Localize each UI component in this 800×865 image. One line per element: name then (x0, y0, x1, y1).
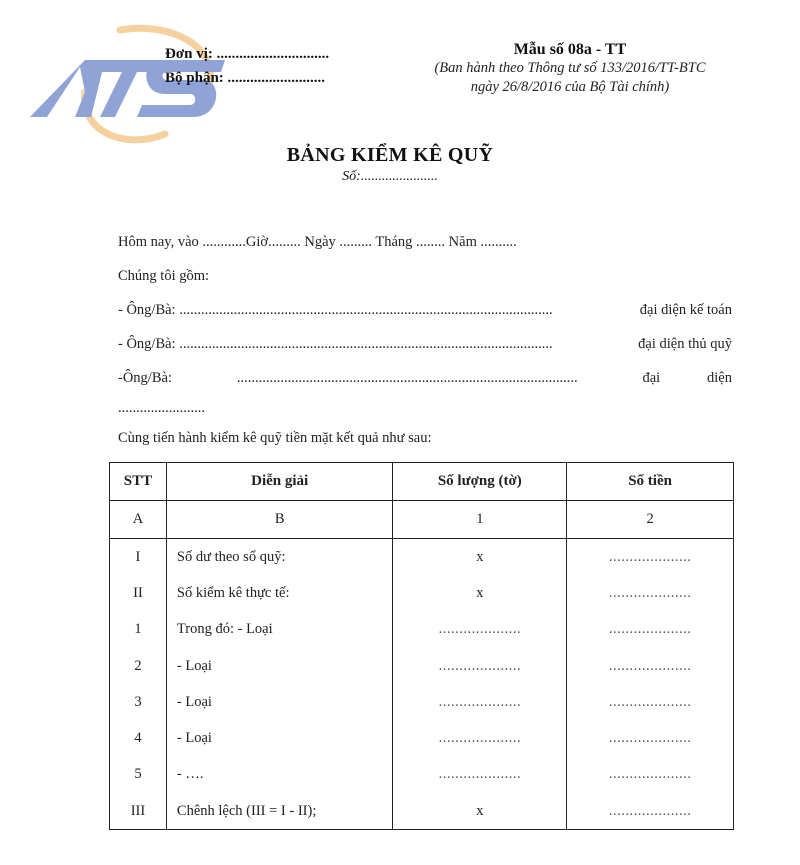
row-stt: III (110, 793, 167, 830)
rep-other-name[interactable]: .............................................................................................. (236, 370, 578, 386)
row-amount[interactable]: .................... (567, 793, 734, 830)
rep-accountant-line[interactable] (118, 302, 732, 319)
rep-other-role-1: đại (642, 370, 661, 386)
row-description: - Loại (166, 648, 393, 684)
rep-other-label: -Ông/Bà: (118, 370, 172, 386)
row-stt: 5 (110, 757, 167, 793)
table-row (110, 793, 734, 830)
rep-other-line[interactable] (118, 370, 732, 387)
code-1: 1 (393, 501, 567, 539)
form-code: Mẫu số 08a - TT (513, 41, 627, 58)
row-amount[interactable]: .................... (567, 539, 734, 576)
rep-other-role-continuation[interactable]: ........................ (118, 400, 205, 416)
code-b: B (166, 501, 393, 539)
row-amount[interactable]: .................... (567, 684, 734, 720)
row-amount[interactable]: .................... (567, 612, 734, 648)
form-issued-line2: ngày 26/8/2016 của Bộ Tài chính) (470, 79, 670, 95)
rep-other-role-2: diện (707, 370, 732, 386)
cash-count-table (109, 462, 734, 830)
rep-accountant-name[interactable]: - Ông/Bà: ....................................................................................................... (118, 302, 553, 318)
code-a: A (110, 501, 167, 539)
table-row (110, 757, 734, 793)
result-intro: Cùng tiến hành kiểm kê quỹ tiền mặt kết quả như sau: (118, 430, 432, 446)
code-2: 2 (567, 501, 734, 539)
row-description: Trong đó: - Loại (166, 612, 393, 648)
row-stt: I (110, 539, 167, 576)
row-quantity[interactable]: .................... (393, 648, 567, 684)
row-stt: 3 (110, 684, 167, 720)
table-row (110, 612, 734, 648)
table-row (110, 539, 734, 576)
header-stt: STT (110, 463, 167, 501)
table-row (110, 575, 734, 611)
members-intro: Chúng tôi gồm: (118, 268, 210, 284)
row-amount[interactable]: .................... (567, 648, 734, 684)
row-quantity[interactable]: .................... (393, 612, 567, 648)
department-field[interactable]: Bộ phận: .......................... (165, 70, 326, 86)
row-quantity: x (393, 539, 567, 576)
table-row (110, 720, 734, 756)
row-description: Số dư theo sổ quỹ: (166, 539, 393, 576)
row-description: - Loại (166, 684, 393, 720)
header-quantity: Số lượng (tờ) (393, 463, 567, 501)
unit-field[interactable]: Đơn vị: .............................. (165, 46, 330, 62)
column-code-row (110, 501, 734, 539)
form-issued-line1: (Ban hành theo Thông tư số 133/2016/TT-BTC (434, 60, 706, 76)
rep-cashier-role: đại diện thủ quỹ (638, 336, 732, 352)
table-row (110, 648, 734, 684)
table-row (110, 684, 734, 720)
rep-accountant-role: đại diện kế toán (639, 302, 732, 318)
row-description: - Loại (166, 720, 393, 756)
row-amount[interactable]: .................... (567, 720, 734, 756)
row-description: Số kiểm kê thực tế: (166, 575, 393, 611)
row-stt: II (110, 575, 167, 611)
row-amount[interactable]: .................... (567, 575, 734, 611)
row-stt: 1 (110, 612, 167, 648)
header-amount: Số tiền (567, 463, 734, 501)
form-code-block (405, 40, 735, 97)
header-description: Diễn giải (166, 463, 393, 501)
document-number-field[interactable]: Số:...................... (342, 169, 438, 184)
row-stt: 4 (110, 720, 167, 756)
row-amount[interactable]: .................... (567, 757, 734, 793)
document-title: BẢNG KIỂM KÊ QUỸ (286, 144, 494, 166)
row-description: - …. (166, 757, 393, 793)
row-quantity[interactable]: .................... (393, 684, 567, 720)
unit-info (165, 42, 329, 90)
row-stt: 2 (110, 648, 167, 684)
row-description: Chênh lệch (III = I - II); (166, 793, 393, 830)
row-quantity[interactable]: .................... (393, 757, 567, 793)
rep-cashier-line[interactable] (118, 336, 732, 353)
rep-cashier-name[interactable]: - Ông/Bà: ....................................................................................................... (118, 336, 553, 352)
date-line[interactable]: Hôm nay, vào ............Giờ......... Ngày ......... Tháng ........ Năm .......... (118, 234, 517, 250)
row-quantity: x (393, 575, 567, 611)
row-quantity[interactable]: .................... (393, 720, 567, 756)
table-header-row (110, 463, 734, 501)
row-quantity: x (393, 793, 567, 830)
